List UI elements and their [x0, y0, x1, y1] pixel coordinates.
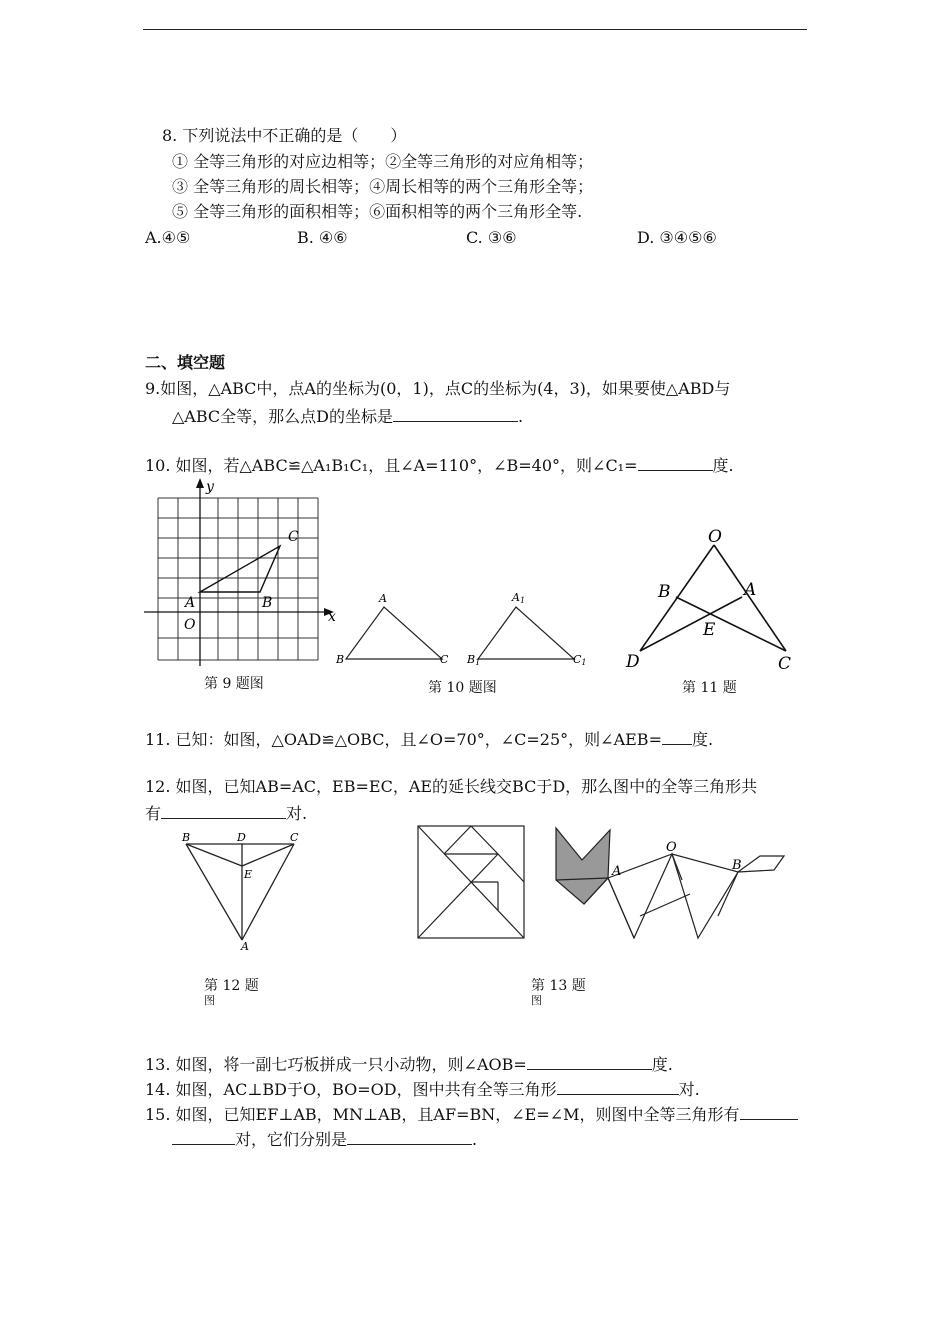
q12-answer-blank[interactable] [161, 802, 286, 819]
q15-line2-mid: 对，它们分别是 [235, 1130, 348, 1149]
fig12-label-b: B [182, 831, 191, 844]
q9-line2-text: △ABC全等，那么点D的坐标是 [172, 407, 393, 426]
fig9-label-o: O [184, 617, 196, 633]
fig11-label-e: E [703, 620, 716, 640]
fig9-label-b: B [262, 595, 273, 611]
q13-line [145, 1053, 673, 1075]
q11-end: 度. [691, 730, 714, 749]
fig12-label-a: A [241, 940, 249, 953]
fig13-caption-top: 第 13 题 [531, 978, 586, 994]
fig11-label-b: B [658, 582, 671, 602]
q13-text: 13. 如图，将一副七巧板拼成一只小动物，则∠AOB= [145, 1055, 527, 1074]
fig10-label-b: B [336, 653, 345, 666]
fig10-triangle-a1b1c1 [478, 607, 574, 659]
fig10-label-c1: C1 [573, 653, 587, 667]
fig9-grid-lines [158, 498, 318, 660]
q14-answer-blank[interactable] [557, 1078, 679, 1095]
fig11-figure [620, 525, 800, 680]
fig12-lines [186, 844, 294, 940]
fig11-label-d: D [626, 652, 640, 672]
q10-end: 度. [712, 456, 734, 475]
q11-text: 11. 已知：如图，△OAD≌△OBC，且∠O=70°，∠C=25°，则∠AEB= [145, 730, 662, 749]
q8-option-a: A.④⑤ [145, 228, 191, 247]
fig12-label-e: E [244, 868, 253, 881]
q10-text: 10. 如图，若△ABC≌△A₁B₁C₁，且∠A=110°，∠B=40°，则∠C₁= [145, 456, 638, 475]
fig9-label-x: x [328, 609, 336, 625]
q12-line1: 12. 如图，已知AB=AC，EB=EC，AE的延长线交BC于D，那么图中的全等三角形共 [145, 777, 758, 796]
fig9-label-c: C [288, 529, 299, 545]
fig10-label-c: C [440, 653, 449, 666]
fig13-tangram-square [414, 822, 529, 942]
fig9-caption: 第 9 题图 [204, 676, 264, 692]
q15-line2 [172, 1128, 477, 1150]
q9-line2-end: . [518, 407, 524, 426]
q9-line2 [172, 405, 523, 427]
fig13-tangram-animal [548, 820, 793, 945]
q10-line [145, 454, 734, 476]
fig13-shaded-head [556, 828, 610, 904]
q8-statement-1: ① 全等三角形的对应边相等；②全等三角形的对应角相等； [172, 152, 594, 171]
fig11-caption: 第 11 题 [682, 680, 737, 696]
q9-line1: 9.如图，△ABC中，点A的坐标为(0，1)，点C的坐标为(4，3)，如果要使△ABD与 [145, 379, 731, 398]
q13-answer-blank[interactable] [527, 1053, 652, 1070]
fig12-caption-bottom: 图 [204, 994, 215, 1007]
q12-line2-start: 有 [145, 804, 162, 823]
fig11-label-o: O [708, 527, 722, 547]
q8-statement-3: ⑤ 全等三角形的面积相等；⑥面积相等的两个三角形全等. [172, 202, 583, 221]
fig13-caption-bottom: 图 [531, 994, 542, 1007]
fig12-caption-top: 第 12 题 [204, 978, 259, 994]
fig12-label-c: C [290, 831, 299, 844]
fig13-label-o: O [666, 840, 677, 855]
fig9-label-y: y [206, 479, 214, 495]
q15-answer-blank-1b[interactable] [172, 1128, 235, 1145]
q14-line [145, 1078, 700, 1100]
fig9-label-a: A [185, 595, 196, 611]
fig9-y-arrow-icon [196, 478, 204, 488]
fig13-square-lines [418, 826, 524, 938]
q15-answer-blank-2[interactable] [347, 1128, 472, 1145]
fig10-triangle-abc [346, 607, 442, 659]
fig12-label-d: D [237, 831, 246, 844]
fig10-label-a1: A1 [512, 591, 526, 605]
q12-line2 [145, 802, 307, 824]
q9-answer-blank[interactable] [393, 405, 518, 422]
fig10-figure [330, 585, 590, 675]
q15-line2-end: . [472, 1130, 478, 1149]
fig10-label-b1: B1 [467, 653, 481, 667]
fig13-label-a: A [612, 864, 622, 879]
q14-end: 对. [678, 1080, 700, 1099]
fig10-label-a: A [379, 592, 387, 605]
fig9-triangle-abc [200, 546, 280, 592]
q14-text: 14. 如图，AC⊥BD于O，BO=OD，图中共有全等三角形 [145, 1080, 557, 1099]
section-title: 二、填空题 [145, 353, 226, 372]
fig9-grid-figure [140, 476, 340, 676]
q10-answer-blank[interactable] [638, 454, 713, 471]
q11-answer-blank[interactable] [662, 728, 692, 745]
q8-option-b: B. ④⑥ [297, 228, 348, 247]
q8-stem: 8. 下列说法中不正确的是（ ） [162, 126, 407, 145]
q11-line [145, 728, 713, 750]
fig12-figure [176, 828, 311, 953]
header-rule [143, 29, 807, 30]
fig10-caption: 第 10 题图 [428, 680, 497, 696]
q12-line2-end: 对. [286, 804, 308, 823]
q8-option-c: C. ③⑥ [466, 228, 517, 247]
fig13-label-b: B [732, 858, 742, 873]
q8-statement-2: ③ 全等三角形的周长相等；④周长相等的两个三角形全等； [172, 177, 594, 196]
fig11-label-a: A [744, 580, 757, 600]
q8-option-d: D. ③④⑤⑥ [637, 228, 717, 247]
q15-text: 15. 如图，已知EF⊥AB，MN⊥AB，且AF=BN，∠E=∠M，则图中全等三角形有 [145, 1105, 740, 1124]
q15-line1 [145, 1103, 798, 1125]
fig11-label-c: C [778, 654, 792, 674]
q15-answer-blank-1a[interactable] [740, 1103, 798, 1120]
q13-end: 度. [651, 1055, 673, 1074]
